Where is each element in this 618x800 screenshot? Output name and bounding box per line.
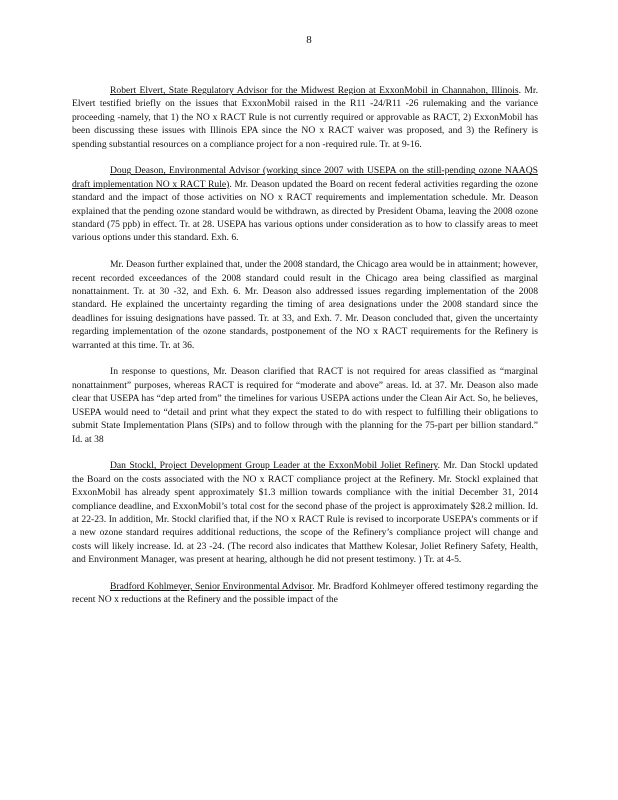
paragraph-text: . Mr. Elvert testified briefly on the issues that ExxonMobil raised in the R11 -24/R11 -26 rulemaking and the variance proceeding -namely, that 1) the NO x RACT Rule is not currently required or approvable as RACT, 2) ExxonMobil has been discussing these issues with Illinois EPA since the NO x RACT waiver was proposed, and 3) the Refinery is spending substantial resources on a compliance project for a non -required rule. Tr. at 9-16. xyxy=(72,85,538,150)
page-number: 8 xyxy=(306,34,312,46)
paragraph-deason-further xyxy=(72,258,538,352)
paragraph-stockl xyxy=(72,459,538,566)
document-body xyxy=(72,84,538,620)
paragraph-text: Mr. Deason further explained that, under the 2008 standard, the Chicago area would be in attainment; however, recent recorded exceedances of the 2008 standard could result in the Chicago area being classified as marginal nonattainment. Tr. at 30 -32, and Exh. 6. Mr. Deason also addressed issues regarding implementation of the 2008 standard. He explained the uncertainty regarding the timing of area designations under the 2008 standard since the deadlines for issuing designations have passed. Tr. at 33, and Exh. 7. Mr. Deason concluded that, given the uncertainty regarding implementation of the ozone standards, postponement of the NO x RACT requirements for the Refinery is warranted at this time. Tr. at 36. xyxy=(72,259,538,351)
paragraph-text: . Mr. Deason updated the Board on recent federal activities regarding the ozone standard and the impact of those activities on NO x RACT requirements and implementation schedule. Mr. Deason explained that the pending ozone standard would be withdrawn, as directed by President Obama, leaving the 2008 ozone standard (75 ppb) in effect. Tr. at 28. USEPA has various options under consideration as to how to classify areas to meet various options under this standard. Exh. 6. xyxy=(72,178,538,244)
paragraph-text: . Mr. Dan Stockl updated the Board on the costs associated with the NO x RACT compliance project at the Refinery. Mr. Stockl explained that ExxonMobil has already spent approximately $1.3 million towards compliance with the initial December 31, 2014 compliance deadline, and ExxonMobil’s total cost for the second phase of the project is approximately $28.2 million. Id. at 22-23. In addition, Mr. Stockl clarified that, if the NO x RACT Rule is revised to incorporate USEPA’s comments or if a new ozone standard requires additional reductions, the scope of the Refinery’s compliance project will change and costs will likely increase. Id. at 23 -24. (The record also indicates that Matthew Kolesar, Joliet Refinery Safety, Health, and Environment Manager, was present at hearing, although he did not present testimony. ) Tr. at 4-5. xyxy=(72,460,538,566)
paragraph-text: . Mr. Bradford Kohlmeyer offered testimony regarding the recent NO x reductions at the Refinery and the possible impact of the xyxy=(72,580,538,606)
paragraph-heading: Doug Deason, Environmental Advisor (working since 2007 with USEPA on the still-pending ozone NAAQS draft implementation NO x RACT Rule) xyxy=(72,165,538,190)
paragraph-heading: Robert Elvert, State Regulatory Advisor for the Midwest Region at ExxonMobil in Channahon, Illinois xyxy=(110,85,519,96)
paragraph-heading: Bradford Kohlmeyer, Senior Environmental Advisor xyxy=(110,580,313,592)
paragraph-deason-questions xyxy=(72,365,538,445)
paragraph-heading: Dan Stockl, Project Development Group Leader at the ExxonMobil Joliet Refinery xyxy=(110,460,438,472)
paragraph-deason xyxy=(72,164,538,244)
paragraph-elvert xyxy=(72,84,538,151)
paragraph-text: In response to questions, Mr. Deason clarified that RACT is not required for areas classified as “marginal nonattainment” purposes, whereas RACT is required for “moderate and above” areas. Id. at 37. Mr. Deason also made clear that USEPA has “dep arted from” the timelines for various USEPA actions under the Clean Air Act. So, he believes, USEPA would need to “detail and print what they expect the stated to do with respect to fulfilling their obligations to submit State Implementation Plans (SIPs) and to follow through with the planning for the 75-part per billion standard.” Id. at 38 xyxy=(72,366,538,445)
paragraph-kohlmeyer xyxy=(72,580,538,607)
